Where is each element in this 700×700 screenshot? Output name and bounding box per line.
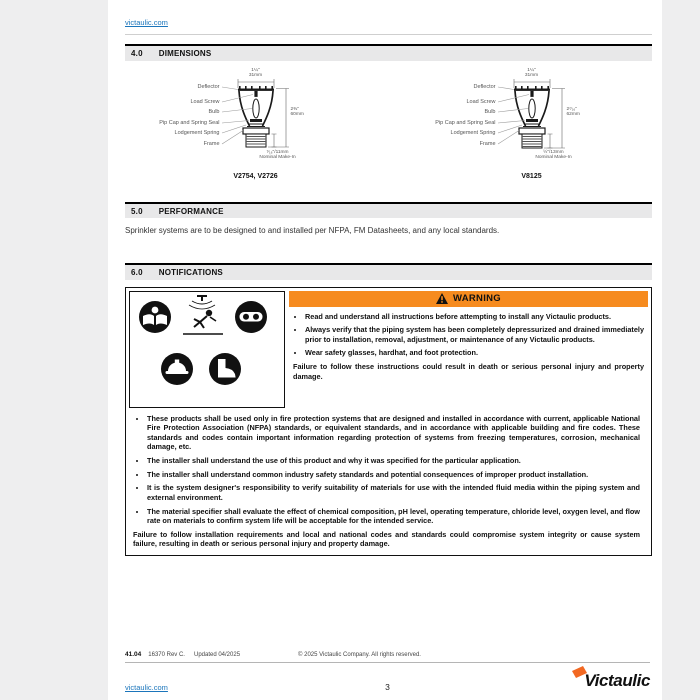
label-bulb: Bulb <box>208 108 220 115</box>
page-number: 3 <box>385 682 390 692</box>
safety-boots-icon <box>208 352 242 386</box>
label-load-screw: Load Screw <box>466 98 496 105</box>
warning-content <box>289 291 648 408</box>
site-link-top[interactable]: victaulic.com <box>125 18 168 27</box>
notification-bullet: • The material specifier shall evaluate the effect of chemical composition, pH level, operating temperature, chloride level, oxygen level, and flow rate on materials to confirm system life will be acceptable for the intended service. <box>147 507 640 526</box>
fall-hazard-icon <box>180 295 226 337</box>
safety-goggles-icon <box>234 300 268 334</box>
label-lodgement-spring: Lodgement Spring <box>450 129 496 136</box>
notification-bullet: • It is the system designer's responsibility to verify suitability of materials for use with the intended fluid media within the piping system and external environment. <box>147 483 640 502</box>
section-title: NOTIFICATIONS <box>158 268 223 277</box>
warning-bullet: • Read and understand all instructions before attempting to install any Victaulic products. <box>305 312 644 322</box>
label-deflector: Deflector <box>473 83 496 90</box>
safety-icons-panel <box>129 291 285 408</box>
dimension-top: 1¼" 31mm <box>248 67 263 79</box>
footer-divider <box>125 662 650 663</box>
read-manual-icon <box>138 300 172 334</box>
page-content <box>125 44 652 556</box>
section-header-notifications <box>125 263 652 280</box>
label-pip-cap: Pip Cap and Spring Seal <box>159 119 220 126</box>
section-header-dimensions <box>125 44 652 61</box>
label-frame: Frame <box>479 140 496 147</box>
dimension-height: 2⁷⁄₁₆" 62mm <box>566 106 580 118</box>
diagram-caption: V8125 <box>521 172 542 180</box>
warning-failure-note: Failure to follow these instructions could result in death or serious personal injury and property damage. <box>293 362 644 381</box>
label-bulb: Bulb <box>484 108 496 115</box>
dimension-make-in: ½"/13mm Nominal Make-In <box>535 149 572 161</box>
notification-bullet-list <box>131 414 640 526</box>
label-frame: Frame <box>203 140 220 147</box>
section-number: 6.0 <box>131 268 143 277</box>
label-deflector: Deflector <box>197 83 220 90</box>
diagram-caption: V2754, V2726 <box>233 172 278 180</box>
dimension-make-in: ⁷⁄₁₆"/11mm Nominal Make-In <box>259 149 296 161</box>
victaulic-logo <box>570 671 650 691</box>
warning-triangle-icon <box>436 293 448 304</box>
section-title: DIMENSIONS <box>158 49 212 58</box>
warning-bullet-list <box>291 312 644 363</box>
dimension-height: 2⅜" 60mm <box>290 106 304 118</box>
notification-bullet: • These products shall be used only in fire protection systems that are designed and installed in accordance with current, applicable National Fire Protection Association (NFPA) standards, or equivalent standards, and in accordance with applicable building and fire codes. These standards and codes contain important information regarding protection of systems from freezing temperatures, corrosion, mechanical damage, etc. <box>147 414 640 453</box>
label-pip-cap: Pip Cap and Spring Seal <box>435 119 496 126</box>
diagrams-row <box>125 69 652 193</box>
warning-bullet: • Always verify that the piping system has been completely depressurized and drained immediately prior to installation, removal, adjustment, or maintenance of any Victaulic products. <box>305 325 644 344</box>
warning-title: WARNING <box>452 293 501 304</box>
notification-bullet: • The installer shall understand common industry safety standards and potential consequences of improper product installation. <box>147 470 640 480</box>
dimension-top: 1¼" 31mm <box>524 67 539 79</box>
sprinkler-diagram-v8125 <box>402 69 652 193</box>
section-header-performance <box>125 202 652 219</box>
section-title: PERFORMANCE <box>158 206 224 216</box>
warning-box <box>125 287 652 557</box>
copyright-text: © 2025 Victaulic Company. All rights reserved. <box>298 652 421 658</box>
sprinkler-diagram-v2754 <box>126 69 376 193</box>
performance-body-text: Sprinkler systems are to be designed to and installed per NFPA, FM Datasheets, and any local standards. <box>125 226 500 235</box>
notification-bullet: • The installer shall understand the use of this product and why it was specified for the particular application. <box>147 456 640 466</box>
section-number: 4.0 <box>131 49 143 58</box>
page-header <box>125 0 652 35</box>
warning-banner <box>289 291 648 307</box>
label-lodgement-spring: Lodgement Spring <box>174 129 220 136</box>
section-number: 5.0 <box>131 206 143 216</box>
doc-revision: 16370 Rev C. <box>148 652 185 658</box>
warning-bullet: • Wear safety glasses, hardhat, and foot protection. <box>305 348 644 358</box>
victaulic-logo-text: Victaulic <box>584 671 650 690</box>
footer-bottom-row <box>125 670 650 692</box>
notification-failure-note: Failure to follow installation requirements and local and national codes and standards could compromise system integrity or cause system failure, resulting in death or serious personal injury and property damage. <box>133 529 640 549</box>
victaulic-logo-mark-icon <box>572 666 587 679</box>
label-load-screw: Load Screw <box>190 98 220 105</box>
doc-number: 41.04 <box>125 651 142 658</box>
doc-updated: Updated 04/2025 <box>193 652 241 658</box>
warning-top-row <box>129 291 648 408</box>
footer-meta-row <box>125 651 650 658</box>
page-footer <box>125 651 650 692</box>
site-link-bottom[interactable]: victaulic.com <box>125 683 168 692</box>
document-page <box>108 0 662 700</box>
hardhat-icon <box>160 352 194 386</box>
